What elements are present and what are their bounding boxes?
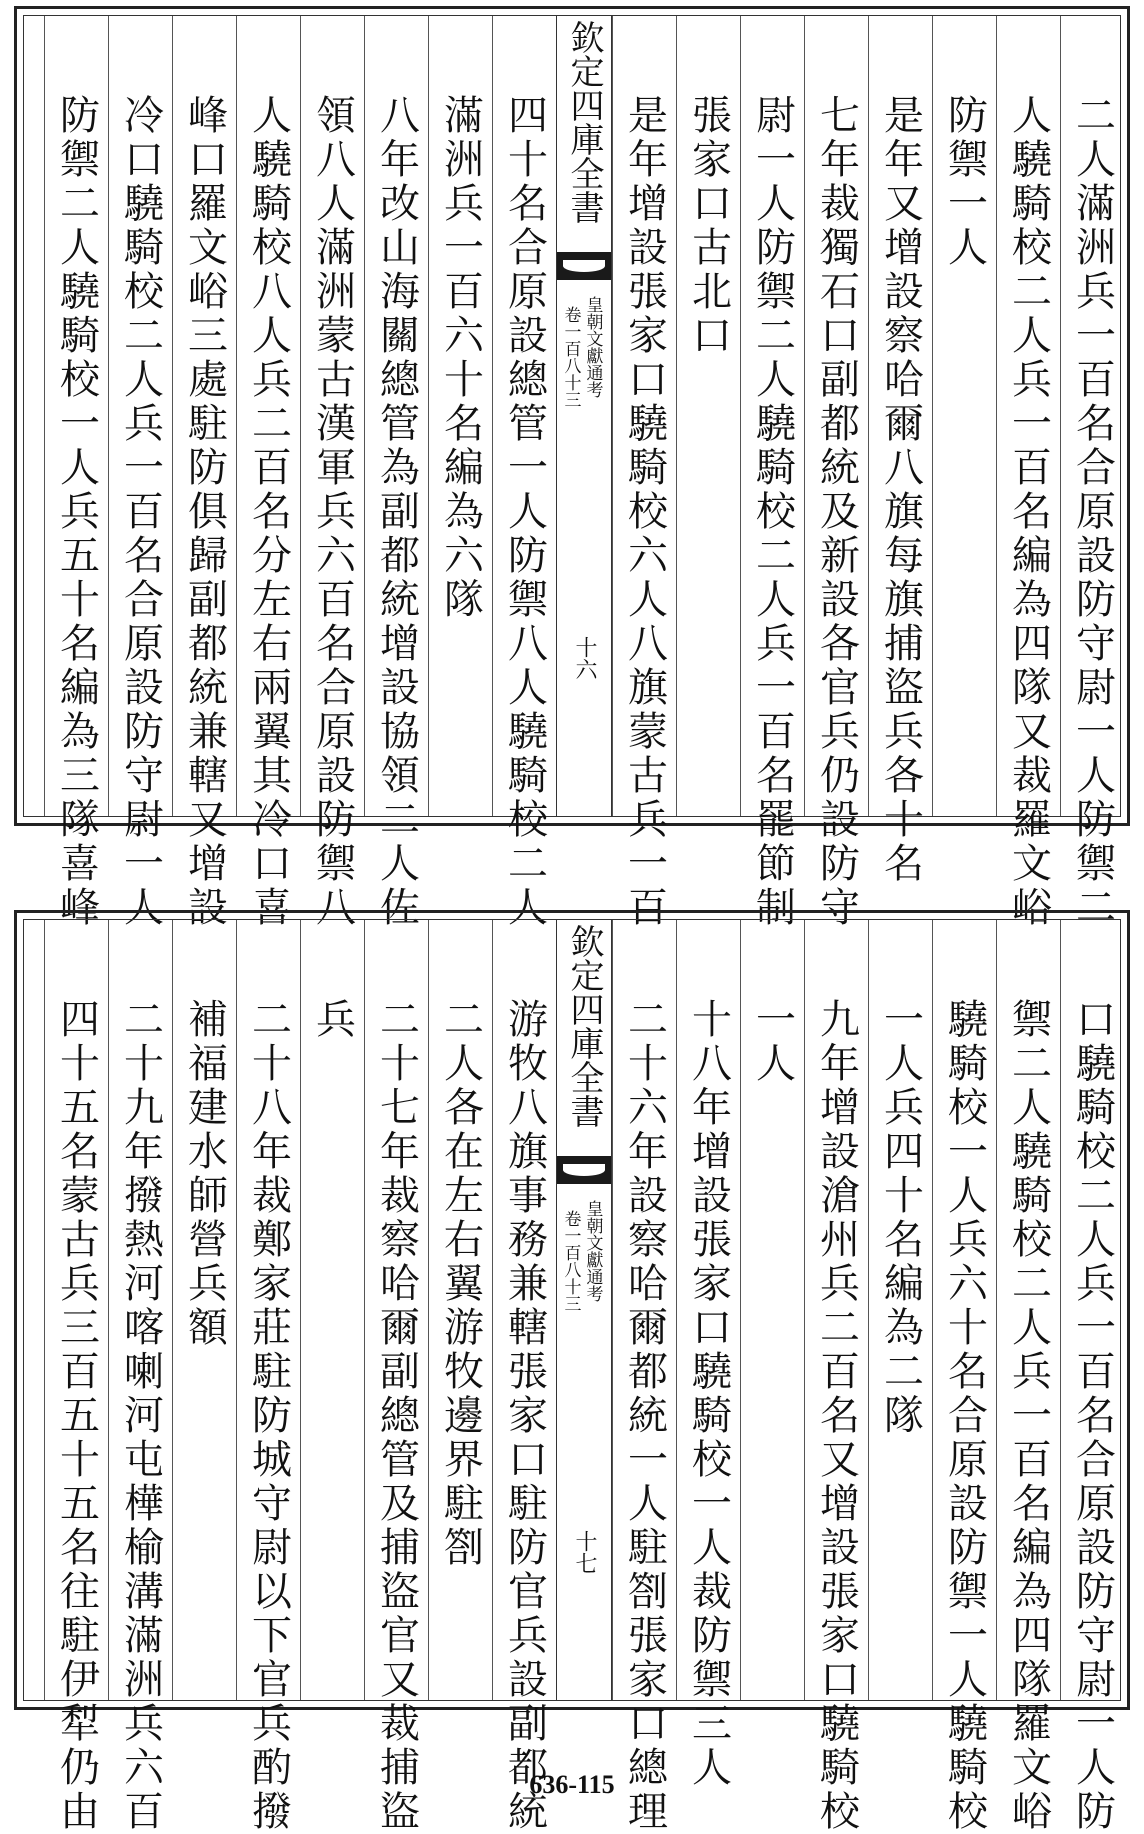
center-volume: 卷一百八十三 [560,1210,581,1312]
column-text: 冷口驍騎校二人兵一百名合原設防守尉一人 [117,94,164,930]
column [804,920,868,1834]
column [44,920,108,1834]
column [172,16,236,930]
column [172,920,236,1700]
column [612,920,676,1834]
column-text: 四十五名蒙古兵三百五十五名往駐伊犁仍由 [53,998,100,1834]
column [300,16,364,930]
page-number: 636-115 [529,1770,615,1799]
column [364,920,428,1834]
column-text: 是年又增設察哈爾八旗每旗捕盜兵各十名 [877,94,924,886]
column-text: 尉一人防禦二人驍騎校二人兵一百名罷節制 [749,94,796,930]
column [492,16,556,930]
center-book-title: 皇朝文獻通考 [582,296,603,398]
center-title: 欽定四庫全書 [564,924,604,1128]
column-text: 四十名合原設總管一人防禦八人驍騎校二人 [501,94,548,930]
column-text: 七年裁獨石口副都統及新設各官兵仍設防守 [813,94,860,930]
folio-number: 十六 [572,636,597,680]
column-text: 一人 [749,998,796,1086]
column [932,16,996,816]
column-text: 八年改山海關總管為副都統增設協領二人佐 [373,94,420,930]
column-text: 口驍騎校二人兵一百名合原設防守尉一人防 [1069,998,1116,1834]
column-text: 游牧八旗事務兼轄張家口駐防官兵設副都統 [501,998,548,1834]
column-text: 領八人滿洲蒙古漢軍兵六百名合原設防禦八 [309,94,356,930]
column-text: 二十六年設察哈爾都統一人駐劄張家口總理 [621,998,668,1834]
column [300,920,364,1700]
column-text: 十八年增設張家口驍騎校一人裁防禦三人 [685,998,732,1790]
center-title: 欽定四庫全書 [564,20,604,224]
column-text: 二人滿洲兵一百名合原設防守尉一人防禦二 [1069,94,1116,930]
column-text: 兵 [309,998,356,1042]
column [676,16,740,816]
column-text: 驍騎校一人兵六十名合原設防禦一人驍騎校 [941,998,988,1834]
fishtail-mark [557,1156,611,1184]
column-text: 一人兵四十名編為二隊 [877,998,924,1438]
column-text: 禦二人驍騎校二人兵一百名編為四隊羅文峪 [1005,998,1052,1834]
column-text: 九年增設滄州兵二百名又增設張家口驍騎校 [813,998,860,1834]
column [868,920,932,1700]
column [676,920,740,1790]
center-volume: 卷一百八十三 [560,306,581,408]
column [44,16,108,930]
center-fold [556,16,612,816]
column [108,16,172,930]
column-text: 人驍騎校二人兵一百名編為四隊又裁羅文峪 [1005,94,1052,930]
column-text: 人驍騎校八人兵二百名分左右兩翼其冷口喜 [245,94,292,930]
column [740,920,804,1700]
column-text: 二十九年撥熱河喀喇河屯樺榆溝滿洲兵六百 [117,998,164,1834]
column-text: 二十七年裁察哈爾副總管及捕盜官又裁捕盜 [373,998,420,1834]
fishtail-mark [557,252,611,280]
column-text: 二人各在左右翼游牧邊界駐劄 [437,998,484,1570]
column [1060,920,1124,1834]
upper-page [14,6,1130,930]
column-text: 張家口古北口 [685,94,732,358]
folio-number: 十七 [572,1530,597,1574]
column [1060,16,1124,930]
column-text: 防禦二人驍騎校一人兵五十名編為三隊喜峰 [53,94,100,930]
column-text: 防禦一人 [941,94,988,270]
center-fold [556,920,612,1700]
column [236,920,300,1834]
column [804,16,868,930]
column-text: 滿洲兵一百六十名編為六隊 [437,94,484,622]
column [996,920,1060,1834]
column [108,920,172,1834]
center-book-title: 皇朝文獻通考 [582,1200,603,1302]
column [996,16,1060,930]
upper-page-frame [23,15,1121,930]
column [236,16,300,930]
column [428,16,492,816]
column-text: 補福建水師營兵額 [181,998,228,1350]
column [932,920,996,1834]
column [364,16,428,930]
column-text: 是年增設張家口驍騎校六人八旗蒙古兵一百 [621,94,668,930]
column [868,16,932,886]
column [492,920,556,1834]
column [612,16,676,930]
column-text: 二十八年裁鄭家莊駐防城守尉以下官兵酌撥 [245,998,292,1834]
column [428,920,492,1700]
column [740,16,804,930]
column-text: 峰口羅文峪三處駐防俱歸副都統兼轄又增設 [181,94,228,930]
